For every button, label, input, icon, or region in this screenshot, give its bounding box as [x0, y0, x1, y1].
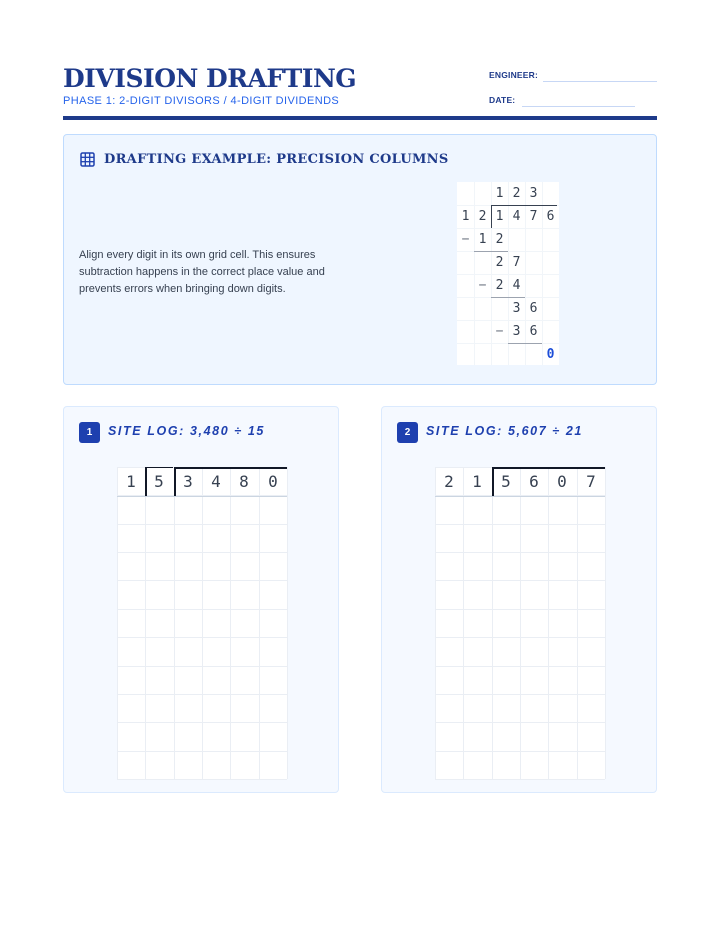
digit-cell: 4: [512, 209, 521, 224]
header-row-line: [435, 496, 605, 497]
work-grid[interactable]: [117, 467, 287, 779]
digit-cell: 3: [512, 324, 521, 339]
divisor-left-border: [145, 467, 147, 496]
date-field[interactable]: [489, 95, 515, 105]
problem-digit: 7: [586, 472, 596, 491]
grid-line: [435, 580, 605, 581]
grid-line: [492, 467, 493, 779]
log-title: SITE LOG: 5,607 ÷ 21: [426, 424, 583, 438]
divisor-top-border: [145, 467, 173, 468]
digit-cell: 1: [495, 186, 504, 201]
grid-line: [435, 779, 605, 780]
grid-line: [117, 779, 287, 780]
problem-digit: 0: [557, 472, 567, 491]
digit-cell: 1: [478, 232, 487, 247]
grid-line: [145, 467, 146, 779]
problem-digit: 5: [154, 472, 164, 491]
worksheet-header: [63, 62, 657, 120]
grid-line: [117, 552, 287, 553]
problem-digit: 4: [211, 472, 221, 491]
grid-line: [230, 467, 231, 779]
problem-digit: 5: [501, 472, 511, 491]
site-log-1: [63, 406, 339, 793]
grid-line: [435, 552, 605, 553]
log-number-badge: 2: [397, 422, 418, 443]
example-header: [80, 152, 449, 167]
digit-cell: 2: [512, 186, 521, 201]
problem-digit: 1: [472, 472, 482, 491]
digit-cell: −: [495, 324, 504, 339]
grid-line: [435, 694, 605, 695]
digit-cell: 6: [529, 301, 538, 316]
division-bracket-top: [492, 467, 605, 469]
site-log-2: [381, 406, 657, 793]
log-number-badge: 1: [79, 422, 100, 443]
grid-line: [117, 722, 287, 723]
grid-icon: [80, 152, 95, 167]
grid-line: [520, 467, 521, 779]
grid-line: [435, 751, 605, 752]
grid-line: [463, 467, 464, 779]
grid-line: [435, 467, 436, 779]
digit-cell: 2: [495, 278, 504, 293]
grid-line: [117, 666, 287, 667]
grid-line: [435, 609, 605, 610]
digit-cell: 2: [478, 209, 487, 224]
problem-digit: 1: [126, 472, 136, 491]
digit-cell: 7: [512, 255, 521, 270]
page-subtitle: PHASE 1: 2-DIGIT DIVISORS / 4-DIGIT DIVIDENDS: [63, 95, 340, 107]
grid-line: [435, 637, 605, 638]
example-title: DRAFTING EXAMPLE: PRECISION COLUMNS: [104, 152, 449, 167]
division-bracket-top: [491, 205, 557, 206]
digit-cell: 1: [495, 209, 504, 224]
header-row-line: [117, 496, 287, 497]
worked-example-grid: [457, 182, 559, 365]
grid-line: [577, 467, 578, 779]
problem-digit: 3: [183, 472, 193, 491]
engineer-field[interactable]: [489, 70, 538, 80]
digit-cell: 1: [461, 209, 470, 224]
problem-digit: 2: [444, 472, 454, 491]
grid-line: [435, 666, 605, 667]
division-bracket-side: [491, 205, 492, 228]
digit-cell: 0: [546, 347, 555, 362]
grid-line: [117, 467, 118, 779]
date-label: DATE:: [489, 95, 516, 105]
grid-line: [117, 524, 287, 525]
digit-cell: 6: [529, 324, 538, 339]
grid-line: [435, 722, 605, 723]
digit-cell: 3: [529, 186, 538, 201]
engineer-label: ENGINEER:: [489, 70, 539, 80]
digit-cell: 6: [546, 209, 555, 224]
division-bracket-side: [174, 467, 176, 496]
problem-digit: 0: [268, 472, 278, 491]
digit-cell: 4: [512, 278, 521, 293]
work-grid[interactable]: [435, 467, 605, 779]
division-bracket-top: [174, 467, 287, 469]
date-line[interactable]: [522, 106, 635, 107]
grid-line: [117, 609, 287, 610]
grid-line: [117, 637, 287, 638]
digit-cell: 7: [529, 209, 538, 224]
engineer-line[interactable]: [543, 81, 657, 82]
grid-line: [117, 580, 287, 581]
subtraction-line: [508, 343, 542, 344]
digit-cell: 2: [495, 232, 504, 247]
digit-cell: −: [461, 232, 470, 247]
digit-cell: −: [478, 278, 487, 293]
grid-line: [174, 467, 175, 779]
grid-line: [287, 467, 288, 779]
header-divider: [63, 116, 657, 120]
grid-line: [202, 467, 203, 779]
example-description: Align every digit in its own grid cell. This ensures subtraction happens in the correct place value and prevents errors when bringing down digits.: [79, 249, 325, 295]
example-panel: [63, 134, 657, 385]
grid-line: [605, 467, 606, 779]
grid-line: [435, 524, 605, 525]
grid-line: [117, 694, 287, 695]
digit-cell: 2: [495, 255, 504, 270]
problem-digit: 6: [529, 472, 539, 491]
division-bracket-side: [492, 467, 494, 496]
digit-cell: 3: [512, 301, 521, 316]
problem-digit: 8: [239, 472, 249, 491]
grid-line: [117, 751, 287, 752]
page-title: DIVISION DRAFTING: [63, 64, 357, 93]
grid-line: [548, 467, 549, 779]
grid-line: [259, 467, 260, 779]
log-title: SITE LOG: 3,480 ÷ 15: [108, 424, 265, 438]
